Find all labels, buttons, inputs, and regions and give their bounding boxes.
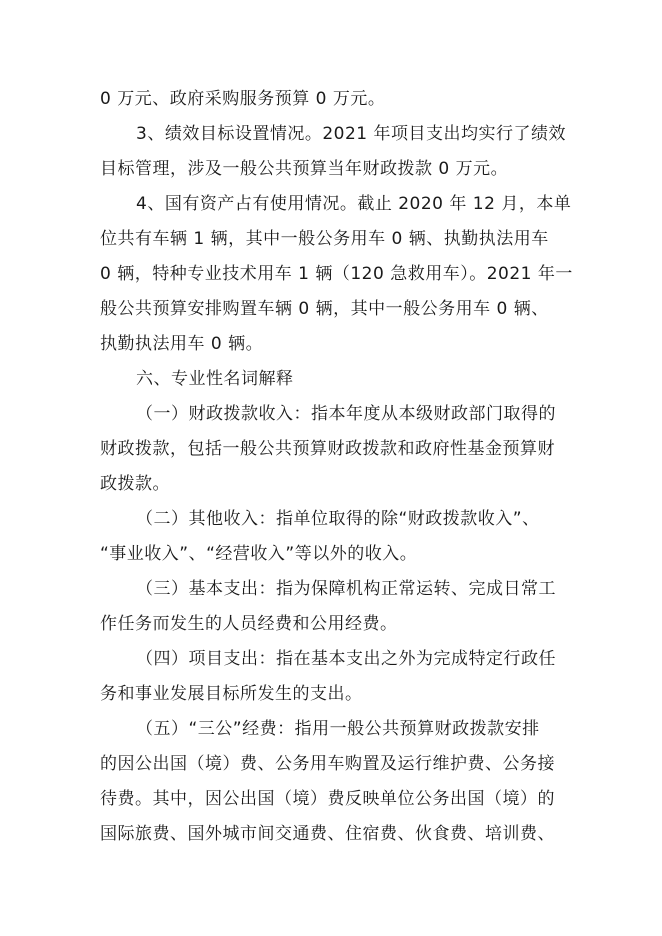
body-text-line: （五）“三公”经费：指用一般公共预算财政拨款安排 (136, 719, 540, 739)
body-text-line: （三）基本支出：指为保障机构正常运转、完成日常工 (136, 579, 556, 599)
body-text-line: 0 万元、政府采购服务预算 0 万元。 (100, 89, 386, 109)
body-text-line: 0 辆，特种专业技术用车 1 辆（120 急救用车）。2021 年一 (100, 264, 573, 284)
body-text-line: （四）项目支出：指在基本支出之外为完成特定行政任 (136, 649, 556, 669)
body-text-line: 的因公出国（境）费、公务用车购置及运行维护费、公务接 (100, 754, 555, 774)
body-text-line: 政拨款。 (100, 474, 170, 494)
body-text-line: 财政拨款，包括一般公共预算财政拨款和政府性基金预算财 (100, 439, 555, 459)
body-text-line: 待费。其中，因公出国（境）费反映单位公务出国（境）的 (100, 789, 555, 809)
body-text-line: （一）财政拨款收入：指本年度从本级财政部门取得的 (136, 404, 556, 424)
body-text-line: 作任务而发生的人员经费和公用经费。 (100, 614, 398, 634)
body-text-line: 国际旅费、国外城市间交通费、住宿费、伙食费、培训费、 (100, 824, 555, 844)
body-text-line: 位共有车辆 1 辆，其中一般公务用车 0 辆、执勤执法用车 (100, 229, 549, 249)
body-text-line: 目标管理，涉及一般公共预算当年财政拨款 0 万元。 (100, 159, 509, 179)
body-text-line: （二）其他收入：指单位取得的除“财政拨款收入”、 (136, 509, 540, 529)
body-text-line: “事业收入”、“经营收入”等以外的收入。 (100, 544, 418, 564)
body-text-line: 3、绩效目标设置情况。2021 年项目支出均实行了绩效 (136, 124, 566, 144)
body-text-line: 执勤执法用车 0 辆。 (100, 334, 264, 354)
body-text-line: 般公共预算安排购置车辆 0 辆，其中一般公务用车 0 辆、 (100, 299, 549, 319)
body-text-line: 务和事业发展目标所发生的支出。 (100, 684, 363, 704)
body-text-line: 4、国有资产占有使用情况。截止 2020 年 12 月，本单 (136, 194, 572, 214)
section-heading: 六、专业性名词解释 (136, 369, 294, 389)
